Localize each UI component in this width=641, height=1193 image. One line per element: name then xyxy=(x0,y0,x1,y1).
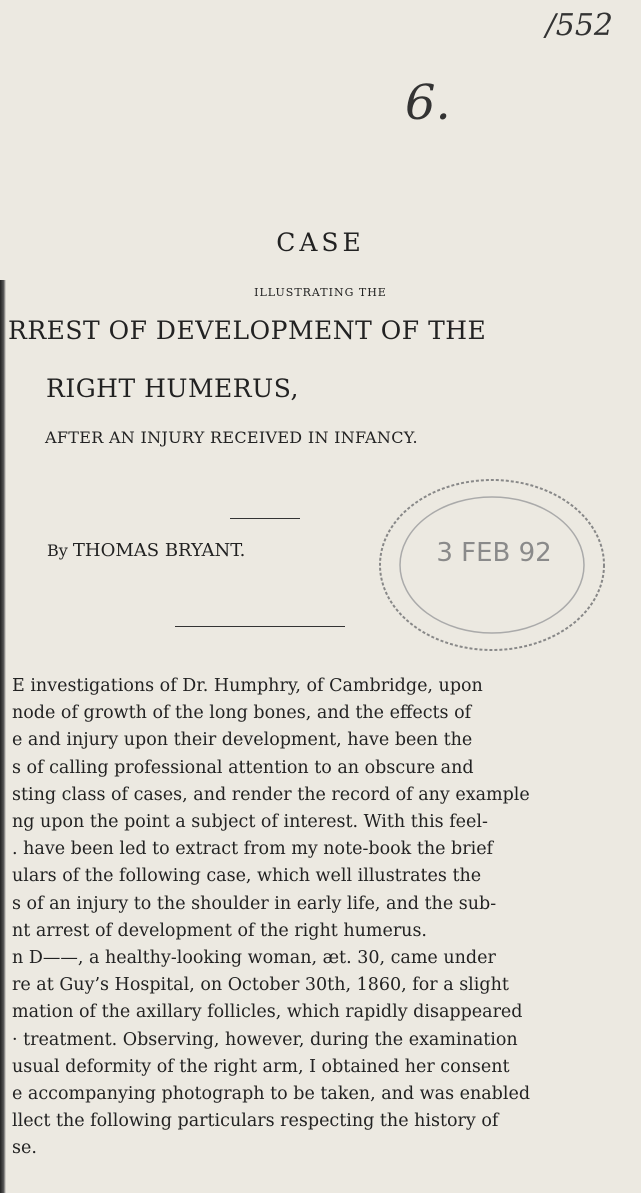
author-name: THOMAS BRYANT. xyxy=(72,540,246,561)
body-line: nt arrest of development of the right humerus. xyxy=(12,920,427,941)
case-heading: CASE xyxy=(276,228,365,257)
body-line: s of an injury to the shoulder in early life, and the sub- xyxy=(12,893,497,914)
body-line: re at Guy’s Hospital, on October 30th, 1860, for a slight xyxy=(12,975,509,996)
title-line-2: RIGHT HUMERUS, xyxy=(46,374,299,403)
byline-prefix: By xyxy=(47,541,68,560)
body-line: e accompanying photograph to be taken, and was enabled xyxy=(12,1084,531,1105)
title-line-3: AFTER AN INJURY RECEIVED IN INFANCY. xyxy=(45,428,418,447)
handwritten-catalog-number: /552 xyxy=(545,8,613,43)
illustrating-subheading: ILLUSTRATING THE xyxy=(254,286,387,299)
byline xyxy=(47,540,245,561)
body-line: s of calling professional attention to an obscure and xyxy=(12,757,474,778)
body-line: E investigations of Dr. Humphry, of Cambridge, upon xyxy=(12,676,483,696)
body-line: se. xyxy=(12,1138,37,1159)
body-text xyxy=(12,673,624,1163)
body-line: ng upon the point a subject of interest. With this feel- xyxy=(12,812,488,833)
library-stamp xyxy=(342,455,641,685)
body-line: e and injury upon their development, have been the xyxy=(12,730,473,751)
body-line: mation of the axillary follicles, which rapidly disappeared xyxy=(12,1002,523,1023)
divider-top xyxy=(230,518,300,519)
body-line: sting class of cases, and render the record of any example xyxy=(12,784,530,805)
body-line: usual deformity of the right arm, I obtained her consent xyxy=(12,1056,510,1077)
handwritten-mark: 6. xyxy=(405,75,451,131)
body-line: · treatment. Observing, however, during the examination xyxy=(12,1029,518,1050)
body-line: llect the following particulars respecting the history of xyxy=(12,1111,499,1132)
body-line: n D——, a healthy-looking woman, æt. 30, came under xyxy=(12,948,496,969)
body-line: . have been led to extract from my note-book the brief xyxy=(12,839,494,860)
title-line-1: RREST OF DEVELOPMENT OF THE xyxy=(8,316,487,345)
body-line: ulars of the following case, which well illustrates the xyxy=(12,866,482,887)
stamp-date: 3 FEB 92 xyxy=(436,538,552,568)
binding-shadow xyxy=(0,280,6,1193)
body-line: node of growth of the long bones, and the effects of xyxy=(12,703,472,724)
divider-bottom xyxy=(175,626,345,627)
